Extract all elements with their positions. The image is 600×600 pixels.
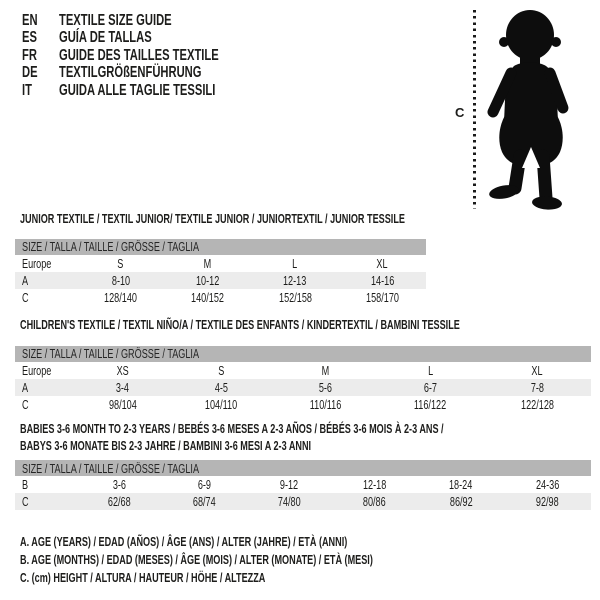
table-title: JUNIOR TEXTILE / TEXTIL JUNIOR/ TEXTILE JUNIOR / JUNIORTEXTIL / JUNIOR TESSILE [20,211,405,226]
size-cell: M [321,362,330,378]
baby-silhouette-icon [482,8,580,210]
language-row [22,82,287,100]
row-label: A [22,272,29,288]
table-title: BABIES 3-6 MONTH TO 2-3 YEARS / BEBÉS 3-6 MESES A 2-3 AÑOS / BÉBÉS 3-6 MOIS À 2-3 ANS / [20,421,444,436]
row-label: C [22,396,29,412]
size-cell: 80/86 [363,494,386,509]
row-label: A [22,379,29,395]
size-cell: 104/110 [204,396,238,412]
size-cell: L [292,255,298,271]
size-cell: 10-12 [196,272,220,288]
legend-line-c: C. (cm) HEIGHT / ALTURA / HAUTEUR / HÖHE / ALTEZZA [20,570,266,585]
guide-title: TEXTILE SIZE GUIDE [59,11,172,29]
language-row [22,65,287,83]
language-code: DE [22,64,38,82]
height-measure-dotted-line [473,10,476,209]
size-cell: 3-4 [116,379,130,395]
size-cell: 116/122 [414,396,447,412]
row-label: C [22,494,29,509]
row-label: B [22,477,29,492]
language-row [22,12,287,30]
size-cell: 98/104 [108,396,137,412]
children-textile-section [15,317,599,413]
size-cell: 4-5 [214,379,228,395]
size-cell: 86/92 [449,494,473,509]
guide-title: GUIDE DES TAILLES TEXTILE [59,46,219,64]
size-cell: 7-8 [530,379,544,395]
language-code: IT [22,81,32,99]
junior-size-table [15,239,426,306]
size-cell: 6-7 [423,379,437,395]
table-row [15,476,591,493]
language-code: EN [22,11,38,29]
table-title: CHILDREN'S TEXTILE / TEXTIL NIÑO/A / TEXTILE DES ENFANTS / KINDERTEXTIL / BAMBINI TESSILE [20,317,460,332]
size-cell: 68/74 [192,494,216,509]
guide-title: GUÍA DE TALLAS [59,29,152,47]
size-cell: 12-13 [283,272,307,288]
table-header-bar: SIZE / TALLA / TAILLE / GRÖSSE / TAGLIA [15,346,591,362]
guide-title: GUIDA ALLE TAGLIE TESSILI [59,81,216,99]
size-cell: 24-36 [536,477,560,492]
size-cell: 110/116 [309,396,342,412]
legend-line-b: B. AGE (MONTHS) / EDAD (MESES) / ÂGE (MOIS) / ALTER (MONATE) / ETÀ (MESI) [20,552,373,567]
measurement-legend [20,533,524,587]
table-row [15,362,591,379]
table-row [15,379,591,396]
size-cell: 9-12 [279,477,298,492]
row-label: Europe [22,255,52,271]
size-cell: 122/128 [520,396,554,412]
size-cell: XL [376,255,388,271]
size-cell: XS [116,362,129,378]
size-cell: 6-9 [197,477,211,492]
babies-size-table [15,460,591,510]
size-cell: 18-24 [449,477,473,492]
size-cell: XL [531,362,543,378]
size-cell: M [204,255,212,271]
children-size-table [15,346,591,413]
language-row [22,47,287,65]
language-title-block [22,12,287,100]
size-cell: 140/152 [191,289,225,305]
size-cell: 14-16 [370,272,394,288]
table-header-bar: SIZE / TALLA / TAILLE / GRÖSSE / TAGLIA [15,460,591,476]
language-code: FR [22,46,37,64]
size-cell: 12-18 [362,477,387,492]
size-cell: 3-6 [112,477,126,492]
language-row [22,30,287,48]
size-cell: 128/140 [104,289,138,305]
babies-textile-section [15,421,599,510]
size-cell: 62/68 [107,494,131,509]
size-cell: S [117,255,124,271]
table-row [15,255,426,272]
row-label: Europe [22,362,52,378]
size-cell: 8-10 [111,272,130,288]
language-code: ES [22,29,37,47]
size-cell: 92/98 [536,494,560,509]
size-cell: 152/158 [278,289,312,305]
table-header-bar: SIZE / TALLA / TAILLE / GRÖSSE / TAGLIA [15,239,426,255]
table-title-line2: BABYS 3-6 MONATE BIS 2-3 JAHRE / BAMBINI 3-6 MESI A 2-3 ANNI [20,437,312,453]
table-row [15,493,591,510]
guide-title: TEXTILGRÖßENFÜHRUNG [59,64,202,82]
table-row [15,272,426,289]
table-row [15,396,591,413]
junior-textile-section [15,211,599,306]
size-cell: 74/80 [277,494,301,509]
size-cell: 5-6 [319,379,333,395]
table-row [15,289,426,306]
size-cell: S [218,362,225,378]
size-cell: L [427,362,433,378]
legend-line-a: A. AGE (YEARS) / EDAD (AÑOS) / ÂGE (ANS) / ALTER (JAHRE) / ETÀ (ANNI) [20,534,348,549]
height-measure-label: C [455,105,465,120]
size-cell: 158/170 [365,289,399,305]
row-label: C [22,289,29,305]
